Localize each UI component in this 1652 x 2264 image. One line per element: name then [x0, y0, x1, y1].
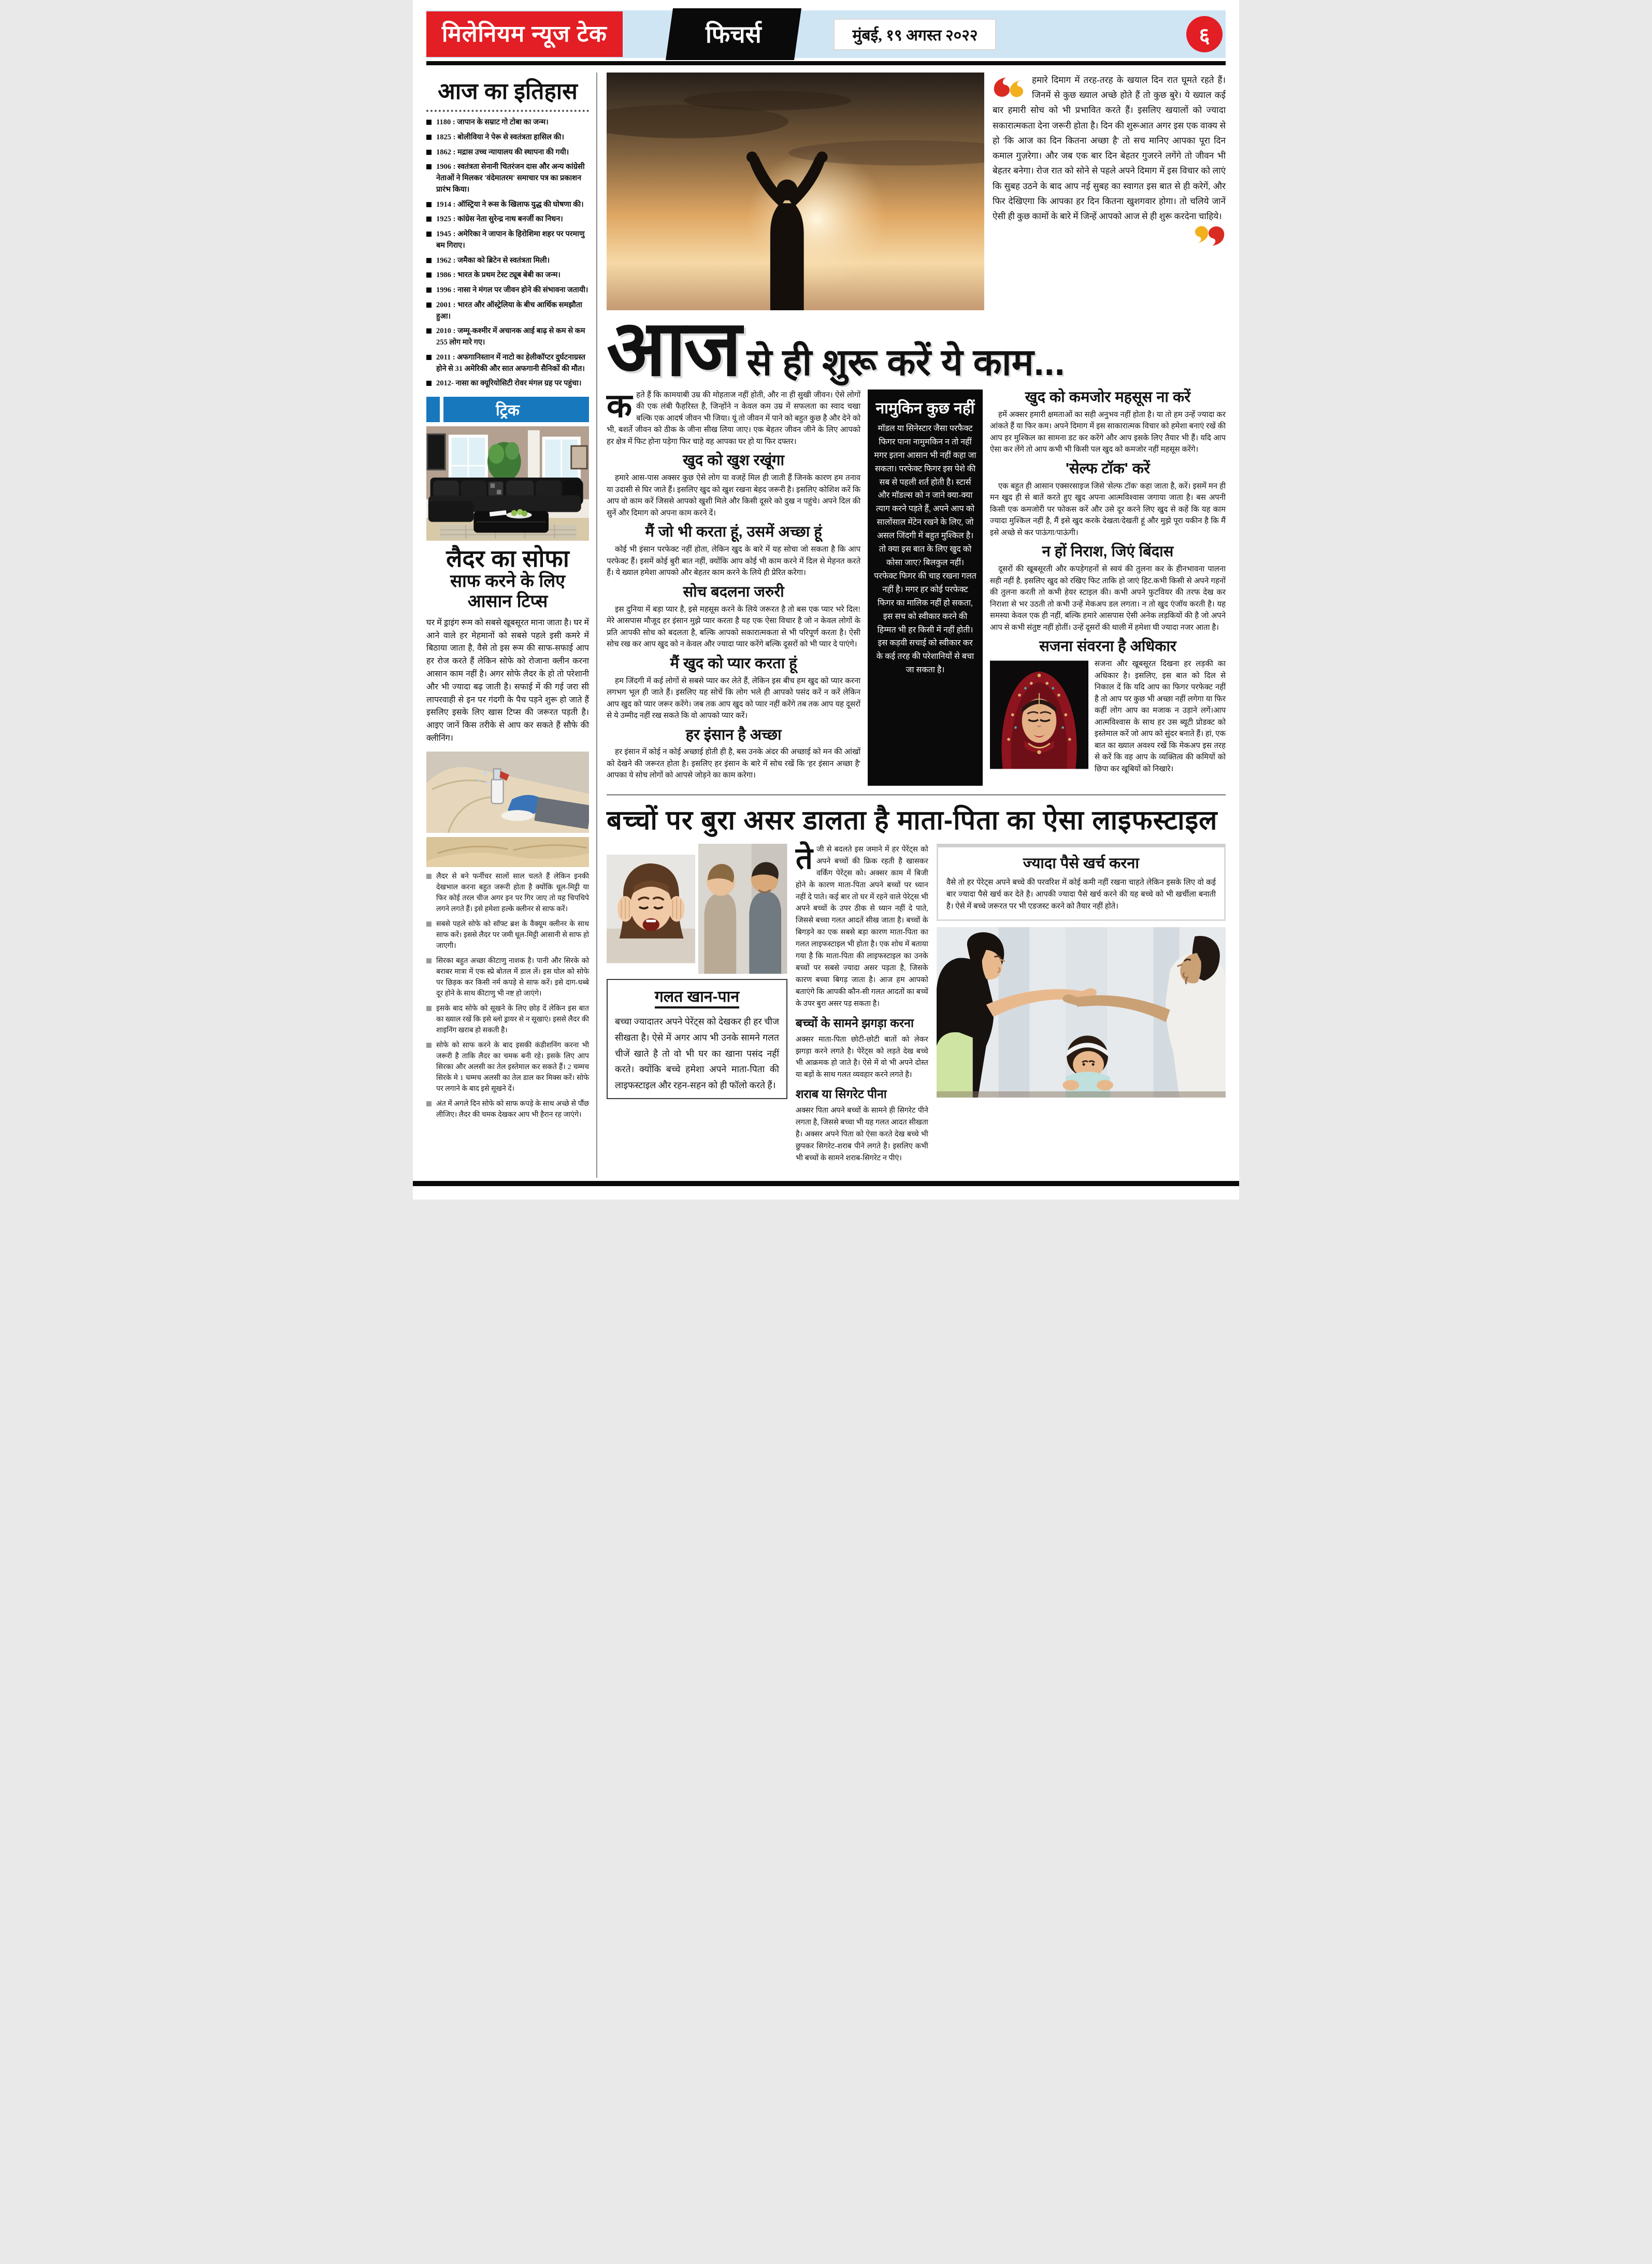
history-item [426, 199, 589, 211]
drinking-body: अक्सर पिता अपने बच्चों के सामने ही सिगरेट पीने लगता है, जिससे बच्चा भी यह गलत आदत सीखता है। अक्सर अपने पिता को ऐसा करते देख बच्चे भी छुपकर सिगरेट-शराब पीने लगते है। इसलिए कभी भी बच्चों के सामने शराब-सिगरेट न पीएं। [795, 1106, 928, 1162]
history-title: आज का इतिहास [438, 79, 578, 104]
crying-child-image [607, 844, 695, 974]
lead-section-body: हमारे आस-पास अक्सर कुछ ऐसे लोग या वजहें मिल ही जाती हैं जिनके कारण हम तनाव या उदासी से घिर जाते हैं। इसलिए खुद को खुश रखना बेहद जरूरी है। इसलिए कोशिश करें कि आप वो काम करें जिससे आपको खुशी मिले और किसी दूसरे को दुख न पहुंचे। अपने दिल की सुनें और दिमाग को अपना काम करने दें। [607, 474, 861, 517]
square-bullet-icon [426, 135, 432, 140]
history-item [426, 214, 589, 225]
cleaning-tip-text: सोफे को साफ करने के बाद इसकी कंडीशनिंग करना भी जरूरी है ताकि लैदर का चमक बनी रहे। इसके लिए आप सिरका और अलसी का तेल इस्तेमाल कर सकते हैं। 2 चम्मच सिरके मे 1 चम्मच अलसी का तेल डाल कर मिक्स करें। सोफे पर लगाने के बाद इसे सूखने दें। [436, 1042, 589, 1093]
header-rule [426, 61, 1226, 65]
lead-section [607, 524, 860, 579]
history-item-text: 2012- नासा का क्यूरियोसिटी रोवर मंगल ग्रह पर पहुंचा। [436, 379, 582, 388]
square-bullet-icon [426, 1006, 432, 1011]
overspending-heading: ज्यादा पैसे खर्च करना [1023, 855, 1139, 872]
sofa-closeup-image [426, 837, 589, 868]
history-item [426, 162, 589, 195]
close-quote-icon [1191, 225, 1226, 249]
parenting-right-column [937, 844, 1226, 1169]
history-item [426, 378, 589, 390]
lead-section-heading: खुद को खुश रखूंगा [683, 452, 785, 469]
square-bullet-icon [426, 302, 432, 308]
lead-section [607, 584, 860, 651]
parenting-images [607, 844, 787, 974]
lead-intro-text: हमारे दिमाग में तरह-तरह के खयाल दिन रात घूमते रहते हैं। जिनमें से कुछ ख्याल अच्छे होते हैं तो कुछ बुरे। ये ख्याल कई बार हमारी सोच को भी प्रभावित करते हैं। इसलिए खयालों को ज्यादा सकारात्मकता देना जरूरी होता है। दिन की शुरूआत अगर इस एक वाक्य से हो 'कि आज का दिन कितना अच्छा है' तो सच मानिए आपका पूरा दिन कमाल गुज़रेगा। और जब एक बार दिन बेहतर गुजरने लगेंगे तो जीवन भी बेहतर बनेगा। रोज रात को सोने से पहले अपने दिमाग में इस विचार को लाएं कि सुबह उठने के बाद आप नई सुबह का स्वागत इस बात से ही करेगें, और फिर देखिएगा कि आपका हर दिन कितना खुशगवार होगा। तो चलिये जानें ऐसी ही कुछ कामों के बारे में जिन्हें आपको आज से ही शुरू करदेना चाहिये। [992, 75, 1226, 222]
square-bullet-icon [426, 287, 432, 293]
newspaper-page [413, 0, 1239, 1200]
lead-headline-rest: से ही शुरू करें ये काम... [746, 341, 1065, 383]
square-bullet-icon [426, 958, 432, 963]
history-item-text: 1180 : जापान के सम्राट गो टोबा का जन्म। [436, 118, 549, 126]
cleaning-tip-text: अंत में अगले दिन सोफे को साफ कपड़े के साथ अच्छे से पौंछ लीजिए। लैदर की चमक देखकर आप भी हैरान रह जाएंगे। [436, 1100, 589, 1119]
cleaning-tip-item [426, 1040, 589, 1094]
lead-section [607, 727, 860, 782]
history-item-text: 2001 : भारत और ऑस्ट्रेलिया के बीच आर्थिक समझौता हुआ। [436, 300, 582, 321]
cleaning-tip-text: लैदर से बने फर्नीचर सालों साल चलते हैं लेकिन इनकी देखभाल करना बहुत जरूरी होता है क्योंकि धूल-मिट्टी या फिर कोई तरल चीज अगर इन पर गिर जाए तो यह चिपचिपे लगने लगते हैं। इसे हमेशा हल्के क्लीनर से साफ करें। [436, 873, 589, 914]
right-section-body: सजना और खूबसूरत दिखना हर लड़की का अधिकार है। इसलिए, इस बात को दिल से निकाल दें कि यदि आप का फिगर परफेक्ट नहीं है तो आप पर कुछ भी अच्छा नहीं लगेगा या फिर कहीं लोग आप का मजाक न उड़ाने लगें।आप आत्मविश्वास के साथ हर उस ब्यूटी प्रोडक्ट को इस्तेमाल करें जो आप को सुंदर बनाते हैं। हां, एक बात का ख्याल अवश्य रखें कि मेकअप इस तरह से करें कि वह आप के व्यक्तित्व की कमियों को छिपा कर खूबियों को निखारे। [1094, 660, 1226, 773]
impossible-box-heading: नामुकिन कुछ नहीं [875, 399, 975, 417]
history-item-text: 1825 : बोलीविया ने पेरू से स्वतंत्रता हासिल की। [436, 133, 565, 141]
lead-section-body: कोई भी इंसान परफेक्ट नहीं होता, लेकिन खुद के बारे में यह सोचा जो सकता है कि आप परफेक्ट हैं। इसमें कोई बुरी बात नहीं, क्योंकि आप कोई भी काम करने में दिल से मेहनत करते हैं। ये ख्याल हमेशा आपको और बेहतर काम करने के लिये ही प्रेरित करेगा। [607, 545, 861, 578]
sofa-article-subtitle-1: साफ करने के लिए [450, 571, 565, 592]
lead-right-section-1 [990, 390, 1226, 456]
history-divider [426, 110, 589, 112]
parenting-article [607, 801, 1226, 1178]
right-section-body: एक बहुत ही आसान एक्सरसाइज जिसे 'सेल्फ टॉक' कहा जाता है, करें। इसमें मन ही मन खुद ही से बातें करते हुए खुद अपना आत्मविश्वास जगाया जाता है। बस अपनी किसी एक कमजोरी पर फोकस करें और उसे दूर करने लिए खुद से कहें कि यह काम ज्यादा मुश्किल नहीं है, मैं इसे खुद करके देखता/देखती हूं और मुझे पूरा यकीन है कि मैं इसे अच्छे से कर पाऊंगा/पाऊंगी। [989, 482, 1226, 537]
right-section-heading: न हों निराश, जिएं बिंदास [1042, 543, 1174, 560]
sofa-room-illustration [426, 426, 589, 541]
lead-section [607, 453, 860, 519]
square-bullet-icon [426, 232, 432, 237]
crying-child-illustration [607, 844, 695, 974]
lead-headline-big-word: आज [607, 304, 740, 392]
cleaning-tip-text: सबसे पहले सोफे को सॉफ्ट ब्रश के वैक्यूम क्लीनर के साथ साफ करें। इससे लैदर पर जमी धूल-मिट्टी आसानी से साफ हो जाएगी। [436, 920, 589, 950]
history-item [426, 229, 589, 252]
square-bullet-icon [426, 381, 432, 386]
square-bullet-icon [426, 1101, 432, 1106]
sofa-cleaning-illustration [426, 752, 589, 833]
overspending-box [937, 844, 1226, 921]
square-bullet-icon [426, 355, 432, 360]
history-list [426, 117, 589, 390]
upset-couple-image [698, 844, 787, 974]
parenting-middle-column [795, 841, 928, 1169]
parenting-intro-text: जी से बदलते इस जमाने में हर पेरेंट्स को अपने बच्चों की फ्रिक रहती है खासकर वर्किंग पेरेंट्स को। अक्सर काम में बिजी होने के कारण माता-पिता अपने बच्चों पर ध्यान नहीं दे पाते। कई बार तो घर में रहने वाले पेरेट्स भी अपने बच्चों के उपर ठीक से ध्यान नहीं दे पाते, जिससे बच्चा गलत आदतें सीख जाता है। बच्चों के बिगड़ने का एक सबसे बड़ा कारण माता-पिता का गलत लाइफस्टाइल भी होता है। एक शोध में बताया गया है कि माता-पिता की लाइफस्टाइल का उनके बच्चों पर सबसे ज्यादा असर पड़ता है, जिसके कारण बच्चा बिगड़ जाता है। आज हम आपको बताएंगे कि आपकी कौन-सी गलत आदतों का बच्चें के उपर बुरा असर पड़ सकता है। [795, 845, 928, 1008]
history-item-text: 1862 : मद्रास उच्च न्यायालय की स्थापना की गयी। [436, 148, 569, 156]
history-item [426, 352, 589, 375]
trick-banner-label: ट्रिक [496, 402, 520, 419]
drop-cap: क [607, 386, 633, 424]
sunset-silhouette-illustration [607, 73, 984, 310]
section-banner-label: फिचर्स [705, 21, 762, 48]
history-item-text: 1925 : कांग्रेस नेता सुरेन्द्र नाथ बनर्जी का निधन। [436, 215, 563, 224]
history-item [426, 300, 589, 323]
parenting-intro [795, 841, 928, 1010]
square-bullet-icon [426, 120, 432, 125]
parents-fighting-illustration [937, 927, 1226, 1098]
history-item-text: 1914 : ऑस्ट्रिया ने रूस के खिलाफ युद्ध की घोषणा की। [436, 200, 584, 209]
square-bullet-icon [426, 272, 432, 278]
drinking-heading: शराब या सिगरेट पीना [795, 1087, 887, 1101]
right-section-heading: सजना संवरना है अधिकार [1039, 638, 1176, 655]
section-divider [607, 794, 1226, 796]
trick-banner [426, 397, 589, 422]
parenting-left-column [607, 844, 787, 1169]
sofa-closeup-illustration [426, 837, 589, 868]
footer-margin [426, 1186, 1226, 1200]
square-bullet-icon [426, 202, 432, 207]
lead-column-3 [990, 390, 1226, 786]
fighting-body: अक्सर माता-पिता छोटी-छोटी बातों को लेकर झगड़ा करने लगते है। पेरेंट्स को लड़ते देख बच्चे भी आक्रमक हो जाते है। ऐसे में वो भी अपने दोस्त या बड़ों के साथ गलत व्यवहार करने लगते है। [795, 1035, 928, 1079]
history-item [426, 132, 589, 143]
wrong-food-heading: गलत खान-पान [655, 985, 739, 1008]
lead-right-section-4 [990, 639, 1226, 775]
upset-couple-illustration [698, 844, 787, 974]
lead-section-heading: सोच बदलना जरुरी [683, 583, 784, 600]
history-item-text: 2010 : जम्मू-कश्मीर में अचानक आई बाढ़ से कम से कम 255 लोग मारे गए। [436, 327, 585, 347]
history-item [426, 255, 589, 267]
masthead: मिलेनियम न्यूज टेक [426, 11, 623, 57]
page-header [426, 10, 1226, 65]
square-bullet-icon [426, 328, 432, 334]
history-item-text: 1986 : भारत के प्रथम टेस्ट ट्यूब बेबी का जन्म। [436, 271, 561, 280]
cleaning-tip-item [426, 871, 589, 915]
parents-fighting-image [937, 927, 1226, 1098]
bride-illustration [990, 660, 1088, 769]
section-banner [666, 8, 801, 60]
cleaning-tip-item [426, 1099, 589, 1120]
sofa-living-room-image [426, 426, 589, 541]
history-item [426, 147, 589, 158]
lead-column-1 [607, 386, 861, 786]
parenting-grid [607, 841, 1226, 1178]
dateline: मुंबई, १९ अगस्त २०२२ [834, 19, 996, 50]
square-bullet-icon [426, 217, 432, 222]
square-bullet-icon [426, 874, 432, 879]
parenting-headline: बच्चों पर बुरा असर डालता है माता-पिता का ऐसा लाइफस्टाइल [607, 805, 1218, 835]
square-bullet-icon [426, 921, 432, 927]
impossible-nothing-box [868, 390, 983, 786]
lead-section-body: हर इंसान में कोई न कोई अच्छाई होती ही है, बस उनके अंदर की अच्छाई को मन की आंखों को देखने की जरूरत होता है। इसलिए हर इंसान के बारे में सोच रखें कि 'हर इंसान अच्छा है' आपका ये सोच लोगों को आपसे जोड़ने का काम करेगा। [607, 748, 861, 780]
sofa-cleaning-image [426, 752, 589, 833]
lead-section-body: हम जिंदगी में कई लोगों से सबसे प्यार कर लेते हैं, लेकिन इस बीच हम खुद को प्यार करना लगभग भूल ही जाते हैं। इसलिए यह सोचें कि लोग भले ही आपको पसंद करें न करें लेकिन आप खुद को प्यार जरूर करेंगे। जब तक आप खुद को प्यार नहीं करेंगे तब तक आप यह दूसरों से ये उम्मीद नहीं रख सकते कि वो आपको प्यार करें। [607, 676, 861, 720]
history-item-text: 1906 : स्वतंत्रता सेनानी चितरंजन दास और अन्य कांग्रेसी नेताओं ने मिलकर 'वंदेमातरम' समाचार पत्र का प्रकाशन प्रारंभ किया। [436, 163, 585, 194]
history-item [426, 117, 589, 128]
lead-section-body: इस दुनिया में बड़ा प्यार है, इसे महसूस करने के लिये जरूरत है तो बस एक प्यार भरे दिल! मेरे आसपास मौजूद हर इंसान मुझे प्यार करता है यह एक ऐसा विचार है जो न केवल लोगों के प्रति आपकी सोच को बदलता है, बल्कि आपको सकारात्मकता से भी परिपूर्ण करता है। ऐसी सोच रख कर आप खुद को न केवल और ज्यादा प्यार करेंगे बल्कि दूसरों को भी प्यार दे पाएंगे। [607, 605, 861, 649]
lead-sections [607, 453, 860, 781]
cleaning-tips-list [426, 871, 589, 1120]
lead-intro [993, 73, 1226, 310]
history-item-text: 1945 : अमेरिका ने जापान के हिरोशिमा शहर पर परमाणु बम गिराए। [436, 230, 585, 250]
right-section-body: हमें अक्सर हमारी क्षमताओं का सही अनुभव नहीं होता है। या तो हम उन्हें ज्यादा कर आंकते हैं या फिर कम। अपने दिमाग में इस साकारात्मक विचार को हमेशा बनाएं रखें की आप हर मुश्किल का सामना डट कर करेंगे और आप इसके लिए तैयार भी हैं। यदि आप ऐसा कर लेंगे तो आप कभी भी किसी पल खुद को कमजोर नहीं महसूस करेंगे। [989, 410, 1226, 454]
square-bullet-icon [426, 1043, 432, 1048]
cleaning-tip-item [426, 1003, 589, 1036]
impossible-box-body: मॉडल या सिनेस्टार जैसा परफैक्ट फिगर पाना नामुमकिन न तो नहीं मगर इतना आसान भी नहीं कहा जा सकता। परफेक्ट फिगर इस पेशे की सब से पहली शर्त होती है। स्टार्स और मॉडल्स को न जाने क्या-क्या त्याग करने पड़ते हैं, अपने आप को सालोंसाल मेंटेन रखने के लिए, जो असल जिंदगी में बहुत मुश्किल है। तो क्या इस बात के लिए खुद को कोसा जाए? बिलकुल नहीं। परफेक्ट फिगर की चाह रखना गलत नहीं है। मगर हर कोई परफेक्ट फिगर का मालिक नहीं हो सकता, इस सच को स्वीकार करने की हिम्मत भी हर किसी में नहीं होती। इस कड़वी सचाई को स्वीकार कर के कई तरह की परेशानियों से बचा जा सकता है। [874, 424, 976, 675]
fighting-heading: बच्चों के सामने झगड़ा करना [795, 1016, 914, 1030]
open-quote-icon [993, 75, 1027, 98]
drop-cap: ते [795, 841, 813, 875]
page-number-badge: ६ [1186, 16, 1223, 52]
history-item-text: 1996 : नासा ने मंगल पर जीवन होने की संभावना जतायी। [436, 286, 588, 294]
wrong-food-box [607, 979, 787, 1099]
history-item [426, 285, 589, 296]
bride-image [990, 660, 1088, 769]
history-item [426, 270, 589, 281]
lead-section [607, 656, 860, 722]
history-item-text: 2011 : अफगानिस्तान में नाटो का हेलीकॉप्टर दुर्घटनाग्रस्त होने से 31 अमेरिकी और सात अफगानी सैनिकों की मौत। [436, 353, 585, 373]
cleaning-tip-item [426, 956, 589, 999]
lead-paragraph [607, 386, 861, 448]
right-section-heading: 'सेल्फ टॉक' करें [1066, 460, 1150, 477]
sofa-article-title: लैदर का सोफा [446, 544, 569, 572]
square-bullet-icon [426, 164, 432, 169]
lead-right-section-3 [990, 544, 1226, 633]
header-strip [426, 10, 1226, 58]
cleaning-tip-item [426, 919, 589, 951]
main-area [607, 73, 1226, 1178]
lead-right-section-2 [990, 461, 1226, 539]
right-section-body: दूसरों की खूबसूरती और कपड़ेगहनों से स्वयं की तुलना कर के हीनभावना पालना सही नहीं है. इसलिए खुद को रखिए फिट ताकि हो जाएं हिट.कभी किसी से अपने गहनों की तुलना करती तो कभी हेयर स्टाइल की। कभी अपने फुटवियर की तरफ देख कर निराशा से भर उठती तो कभी उन्हें मेकअप डल लगता। न तो खुद एंजॉय करती है। यह समस्या केवल एक ही नहीं, बल्कि हमारे आसपास ऐसी अनेक लड़कियों की है जो अपने आप से कभी संतुष्ट नहीं होतीं। उन्हें दूसरों की थाली में हमेशा घी ज्यादा नजर आता है। [989, 565, 1226, 632]
lead-paragraph-text: हते हैं कि कामयाबी उम्र की मोहताज नहीं होती, और ना ही सुखी जीवन। ऐसे लोगों की एक लंबी फैहरिस्त है, जिन्होंने न केवल कम उम्र में सफलता का स्वाद चखा बल्कि एक आदर्ष जीवन भी जिया। यूं तो जीवन में पाने को बहुत कुछ है और देने को भी, बशर्ते जीवन को ठीक के जीना सीख लिया जाए। एक बेहतर जीवन जीने के लिए आपको हर क्षेत्र में फिट होना पड़ेगा फिर चाहे वह आपका घर हो या फिर दफ्तर। [607, 391, 861, 446]
history-item [426, 326, 589, 349]
top-story [607, 73, 1226, 310]
sofa-article-intro: घर में ड्राइंग रूम को सबसे खूबसूरत माना जाता है। घर में आने वाले हर मेहमानों को सबसे पहले इसी कमरे में बिठाया जाता है, वैसे तो इस रूम की साफ-सफाई आप हर रोज करते हैं लेकिन सोफे को रोजाना क्लीन करना आसान काम नहीं है। अगर सोफे लैदर के हो तो परेशानी और भी ज्यादा बढ़ जाती है। सफाई में की गई जरा सी लापरवाही से इन पर गंदगी के पैच पड़ने शुरू हो जाते हैं इसलिए इसके लिए खास टिप्स की जरूरत पड़ती है। आइए जानें किस तरीके से आप कर सकते हैं सौफे की क्लीनिंग। [426, 618, 589, 743]
lead-headline [607, 304, 1226, 392]
footer-rule [413, 1181, 1239, 1186]
hero-image [607, 73, 984, 310]
lead-section-heading: मैं खुद को प्यार करता हूं [670, 655, 797, 672]
square-bullet-icon [426, 258, 432, 263]
sofa-article-subtitle-2: आसान टिप्स [467, 592, 548, 612]
lead-article-columns [607, 386, 1226, 786]
square-bullet-icon [426, 150, 432, 155]
sidebar [426, 73, 597, 1178]
lead-section-heading: हर इंसान है अच्छा [685, 726, 782, 743]
cleaning-tip-text: सिरका बहुत अच्छा कीटाणु नाशक है। पानी और सिरके को बराबर मात्रा में एक स्प्रे बोतल में डाल लें। इस घोल को सोफे पर छिड़क कर किसी नर्म कपड़े से साफ करें। इसे दाग-धब्बे दूर होने के साथ कीटाणु भी नष्ट हो जाएंगे। [436, 957, 589, 998]
cleaning-tip-text: इसके बाद सोफे को सूखने के लिए छोड़ दें लेकिन इस बात का ख्याल रखें कि इसे ब्लो ड्रायर से न सूखाएं। इससे लैदर की शाइनिंग खराब हो सकती है। [436, 1005, 589, 1035]
history-item-text: 1962 : जमैका को ब्रिटेन से स्वतंत्रता मिली। [436, 256, 550, 265]
overspending-body: वैसे तो हर पेरेट्स अपने बच्चे की परवरिश में कोई कमी नहीं रखना चाहते लेकिन इसके लिए वो कई बार ज्यादा पैसे खर्च कर देते है। आपकी ज्यादा पैसे खर्च करने की यह बच्चे को भी खर्चीला बनाती है। ऐसे में बच्चे जरूरत पर भी एडजस्ट करने को तैयार नहीं होते। [946, 878, 1216, 911]
lead-section-heading: मैं जो भी करता हूं, उसमें अच्छा हूं [645, 524, 822, 541]
right-section-heading: खुद को कमजोर महसूस ना करें [1025, 388, 1191, 406]
wrong-food-body: बच्चा ज्यादातर अपने पेरेंट्स को देखकर ही हर चीज सीखता है। ऐसे में अगर आप भी उनके सामने गलत चीजें खाते है तो वो भी घर का खाना पसंद नहीं करते। क्योंकि बच्चे हमेशा अपने माता-पिता की लाइफस्टाइल और रहन-सहन को ही फॉलो करते हैं। [615, 1016, 779, 1090]
